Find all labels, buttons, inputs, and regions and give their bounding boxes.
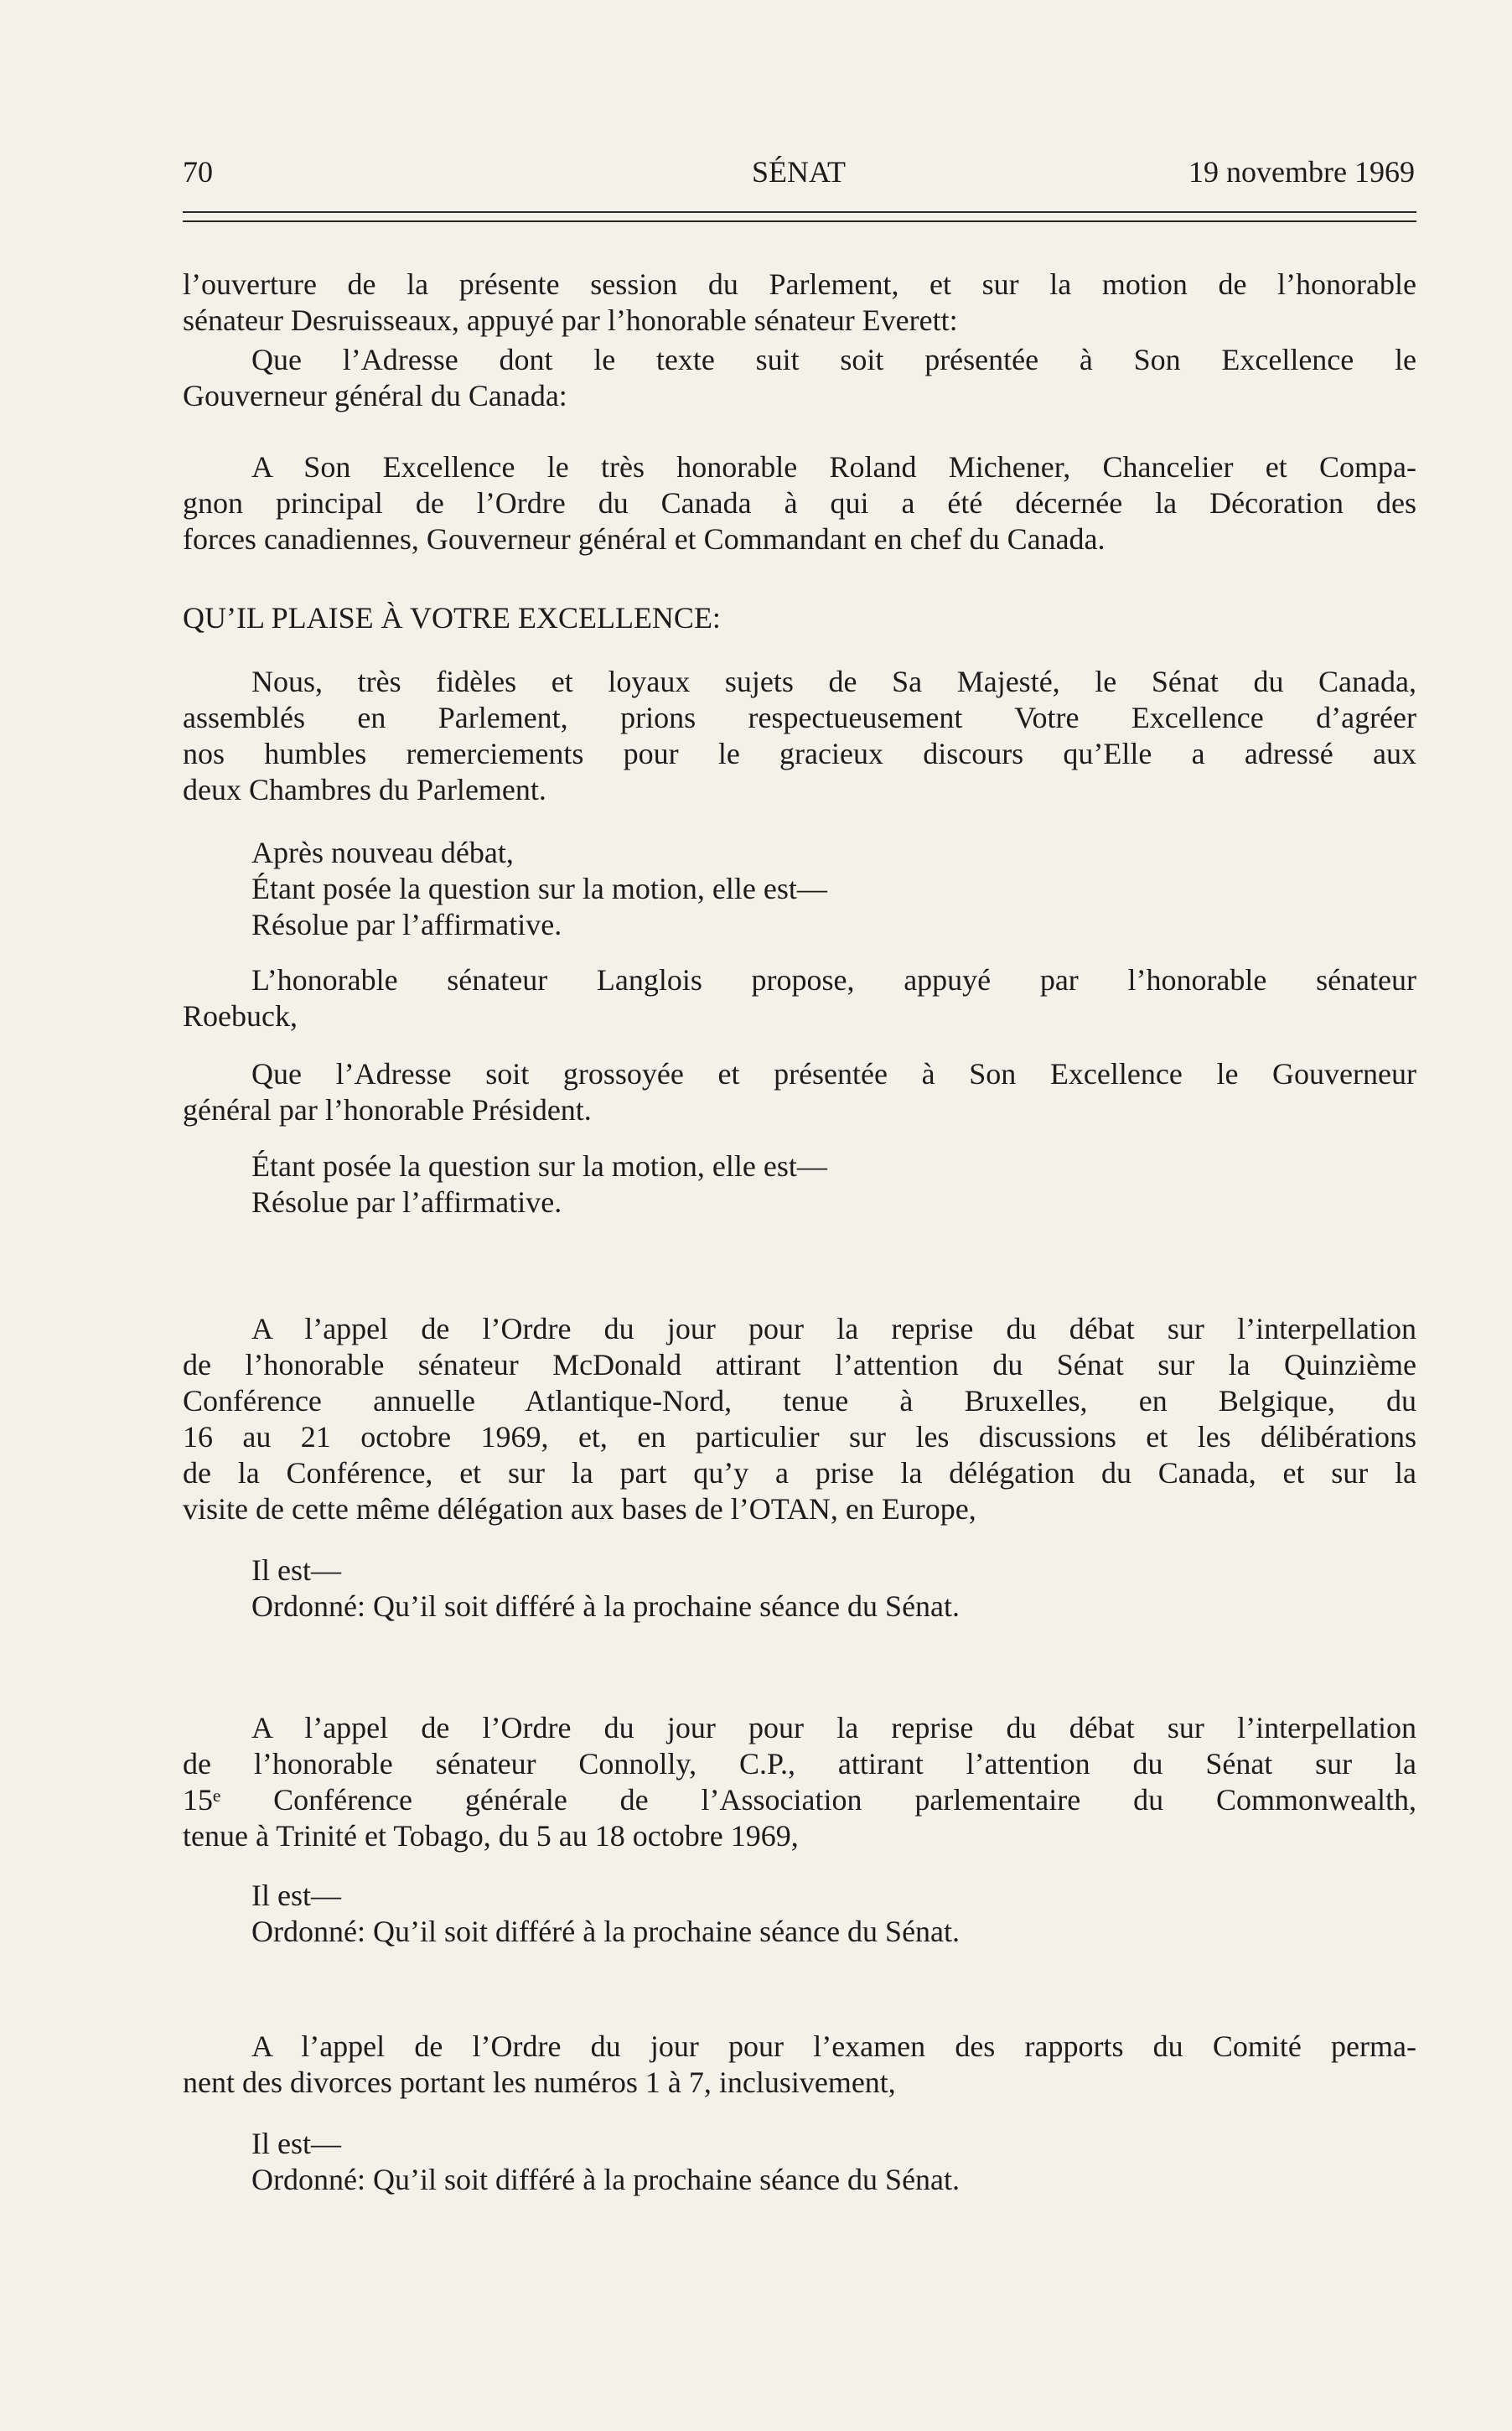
text-line: de l’honorable sénateur Connolly, C.P., attirant l’attention du Sénat sur la	[183, 1747, 1416, 1780]
text-line: A l’appel de l’Ordre du jour pour l’examen des rapports du Comité perma-	[251, 2029, 1416, 2063]
header-rule-bottom	[183, 220, 1416, 222]
text-line: général par l’honorable Président.	[183, 1093, 592, 1127]
text-line: Roebuck,	[183, 999, 298, 1033]
text-line: sénateur Desruisseaux, appuyé par l’honorable sénateur Everett:	[183, 303, 958, 337]
text-line: Étant posée la question sur la motion, elle est—	[251, 872, 827, 905]
text-line: Que l’Adresse dont le texte suit soit présentée à Son Excellence le	[251, 343, 1416, 376]
text-line: Gouverneur général du Canada:	[183, 379, 567, 412]
text-line: Il est—	[251, 2127, 341, 2160]
text-line: nos humbles remerciements pour le gracieux discours qu’Elle a adressé aux	[183, 737, 1416, 770]
text-line: QU’IL PLAISE À VOTRE EXCELLENCE:	[183, 601, 721, 635]
paragraph-8	[183, 1056, 1416, 1128]
text-line: gnon principal de l’Ordre du Canada à qui a été décernée la Décoration des	[183, 486, 1416, 520]
text-line: L’honorable sénateur Langlois propose, appuyé par l’honorable sénateur	[251, 963, 1416, 997]
paragraph-9	[183, 1148, 1416, 1221]
page-header	[183, 153, 1415, 190]
text-line: l’ouverture de la présente session du Parlement, et sur la motion de l’honorable	[183, 267, 1416, 301]
text-line: de la Conférence, et sur la part qu’y a prise la délégation du Canada, et sur la	[183, 1456, 1416, 1490]
text-line: visite de cette même délégation aux bases de l’OTAN, en Europe,	[183, 1492, 976, 1526]
text-line: nent des divorces portant les numéros 1 à 7, inclusivement,	[183, 2066, 896, 2099]
text-line: Résolue par l’affirmative.	[251, 1185, 562, 1219]
text-line: A Son Excellence le très honorable Roland Michener, Chancelier et Compa-	[251, 450, 1416, 484]
header-date: 19 novembre 1969	[1188, 155, 1415, 189]
text-line: Après nouveau débat,	[251, 836, 514, 869]
text-line: forces canadiennes, Gouverneur général et Commandant en chef du Canada.	[183, 522, 1106, 556]
text-line: Étant posée la question sur la motion, elle est—	[251, 1149, 827, 1183]
page-number: 70	[183, 155, 213, 189]
paragraph-14	[183, 2029, 1416, 2101]
text-line: Il est—	[251, 1553, 341, 1587]
text-line: Ordonné: Qu’il soit différé à la prochaine séance du Sénat.	[251, 2163, 961, 2196]
text-line: Ordonné: Qu’il soit différé à la prochaine séance du Sénat.	[251, 1915, 961, 1948]
text-line: A l’appel de l’Ordre du jour pour la reprise du débat sur l’interpellation	[251, 1711, 1416, 1744]
paragraph-11	[183, 1552, 1416, 1625]
text-line: de l’honorable sénateur McDonald attirant l’attention du Sénat sur la Quinzième	[183, 1348, 1416, 1381]
paragraph-10	[183, 1311, 1416, 1527]
text-line: A l’appel de l’Ordre du jour pour la reprise du débat sur l’interpellation	[251, 1312, 1416, 1345]
paragraph-7	[183, 962, 1416, 1034]
paragraph-6	[183, 835, 1416, 943]
paragraph-3	[183, 449, 1416, 557]
paragraph-2	[183, 342, 1416, 414]
header-rule-top	[183, 211, 1416, 213]
paragraph-13	[183, 1878, 1416, 1950]
text-line: deux Chambres du Parlement.	[183, 773, 546, 806]
text-line: Ordonné: Qu’il soit différé à la prochaine séance du Sénat.	[251, 1589, 961, 1623]
text-line: 16 au 21 octobre 1969, et, en particulier sur les discussions et les délibérations	[183, 1420, 1416, 1454]
text-line: Que l’Adresse soit grossoyée et présentée à Son Excellence le Gouverneur	[251, 1057, 1416, 1091]
text-line: 15ᵉ Conférence générale de l’Association parlementaire du Commonwealth,	[183, 1783, 1416, 1817]
text-line: Conférence annuelle Atlantique-Nord, tenue à Bruxelles, en Belgique, du	[183, 1384, 1416, 1418]
text-line: tenue à Trinité et Tobago, du 5 au 18 octobre 1969,	[183, 1819, 799, 1853]
text-line: assemblés en Parlement, prions respectueusement Votre Excellence d’agréer	[183, 701, 1416, 734]
text-line: Résolue par l’affirmative.	[251, 908, 562, 941]
paragraph-1	[183, 267, 1416, 339]
page-title: SÉNAT	[751, 155, 846, 189]
paragraph-4	[183, 600, 1416, 636]
paragraph-15	[183, 2126, 1416, 2198]
text-line: Il est—	[251, 1879, 341, 1912]
paragraph-12	[183, 1710, 1416, 1854]
text-line: Nous, très fidèles et loyaux sujets de Sa Majesté, le Sénat du Canada,	[251, 665, 1416, 698]
paragraph-5	[183, 664, 1416, 808]
